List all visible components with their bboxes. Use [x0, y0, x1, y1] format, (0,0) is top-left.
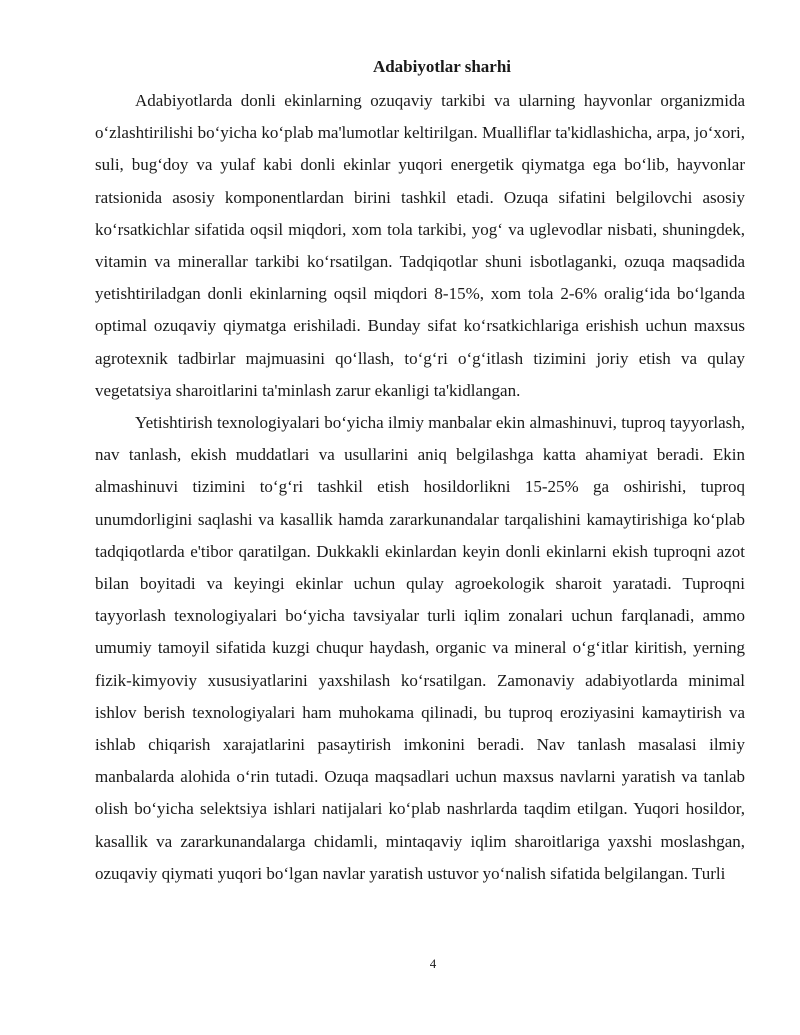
section-title: Adabiyotlar sharhi	[372, 57, 512, 76]
page-number: 4	[429, 956, 437, 971]
document-page	[95, 56, 745, 890]
paragraph-technology: Yetishtirish texnologiyalari bo‘yicha ilmiy manbalar ekin almashinuvi, tuproq tayyorlash, nav tanlash, ekish muddatlari va usullarini aniq belgilashga katta ahamiyat beradi. Ekin almashinuvi tizimini to‘g‘ri tashkil etish hosildorlikni 15-25% ga oshirishi, tuproq unumdorligini saqlashi va kasallik hamda zararkunandalar tarqalishini kamaytirishiga ko‘plab tadqiqotlarda e'tibor qaratilgan. Dukkakli ekinlardan keyin donli ekinlarni ekish tuproqni azot bilan boyitadi va keyingi ekinlar uchun qulay agroekologik sharoit yaratadi. Tuproqni tayyorlash texnologiyalari bo‘yicha tavsiyalar turli iqlim zonalari uchun farqlanadi, ammo umumiy tamoyil sifatida kuzgi chuqur haydash, organic va mineral o‘g‘itlar kiritish, yerning fizik-kimyoviy xususiyatlarini yaxshilash ko‘rsatilgan. Zamonaviy adabiyotlarda minimal ishlov berish texnologiyalari ham muhokama qilinadi, bu tuproq eroziyasini kamaytirish va ishlab chiqarish xarajatlarini pasaytirish imkonini beradi. Nav tanlash masalasi ilmiy manbalarda alohida o‘rin tutadi. Ozuqa maqsadlari uchun maxsus navlarni yaratish va tanlab olish bo‘yicha selektsiya ishlari natijalari ko‘plab nashrlarda taqdim etilgan. Yuqori hosildor, kasallik va zararkunandalarga chidamli, mintaqaviy iqlim sharoitlariga yaxshi moslashgan, ozuqaviy qiymati yuqori bo‘lgan navlar yaratish ustuvor yo‘nalish sifatida belgilangan. Turli	[95, 413, 745, 883]
paragraph-nutrition: Adabiyotlarda donli ekinlarning ozuqaviy tarkibi va ularning hayvonlar organizmida o‘zlashtirilishi bo‘yicha ko‘plab ma'lumotlar keltirilgan. Mualliflar ta'kidlashicha, arpa, jo‘xori, suli, bug‘doy va yulaf kabi donli ekinlar yuqori energetik qiymatga ega bo‘lib, hayvonlar ratsionida asosiy komponentlardan birini tashkil etadi. Ozuqa sifatini belgilovchi asosiy ko‘rsatkichlar sifatida oqsil miqdori, xom tola tarkibi, yog‘ va uglevodlar nisbati, shuningdek, vitamin va minerallar tarkibi ko‘rsatilgan. Tadqiqotlar shuni isbotlaganki, ozuqa maqsadida yetishtiriladgan donli ekinlarning oqsil miqdori 8-15%, xom tola 2-6% oralig‘ida bo‘lganda optimal ozuqaviy qiymatga erishiladi. Bunday sifat ko‘rsatkichlariga erishish uchun maxsus agrotexnik tadbirlar majmuasini qo‘llash, to‘g‘ri o‘g‘itlash tizimini joriy etish va qulay vegetatsiya sharoitlarini ta'minlash zarur ekanligi ta'kidlangan.	[95, 91, 745, 400]
